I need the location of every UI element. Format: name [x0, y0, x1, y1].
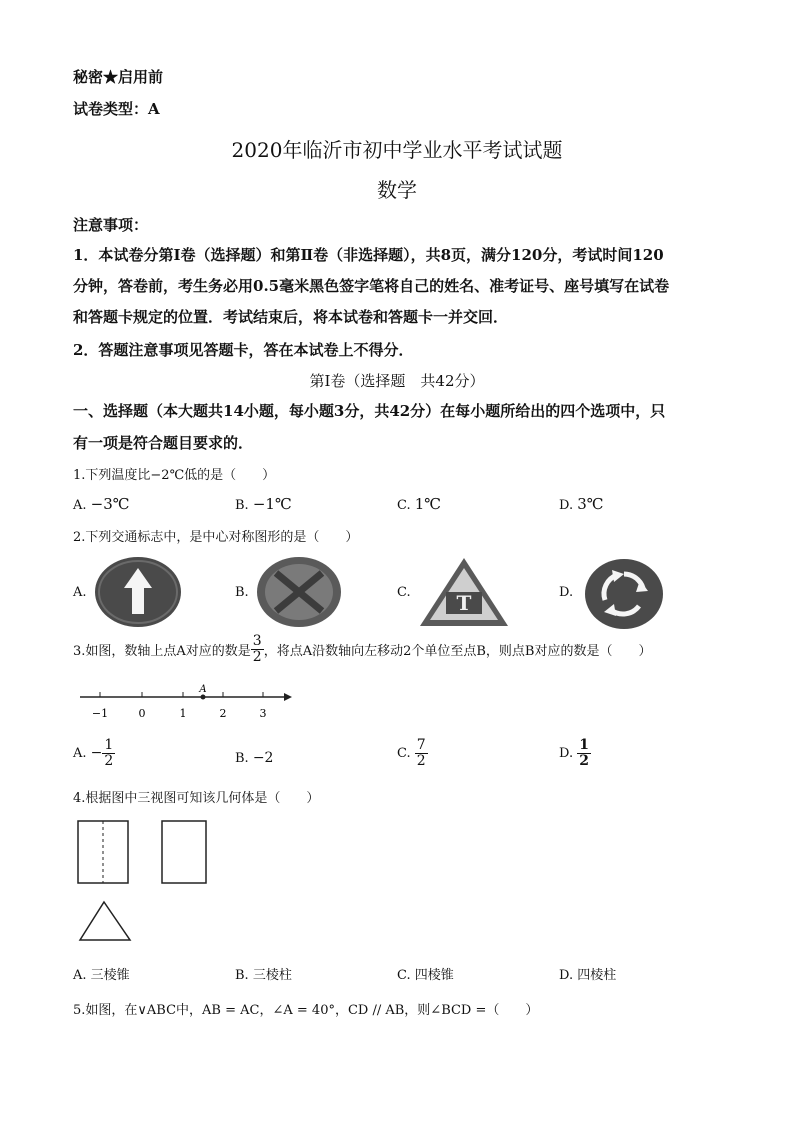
- notes-item2: 2．答题注意事项见答题卡，答在本试卷上不得分．: [73, 341, 414, 359]
- axis-label-1: 1: [179, 707, 187, 720]
- top-view: [80, 902, 130, 940]
- secret-label: 秘密★启用前: [73, 68, 164, 86]
- exam-subject: 数学: [377, 178, 417, 202]
- axis-label-0: 0: [138, 707, 146, 720]
- axis-label-3: 3: [259, 707, 267, 720]
- q2-option-a-letter: A.: [73, 585, 87, 600]
- sign-a-arrow-icon[interactable]: [94, 556, 182, 628]
- q3-option-d[interactable]: D. $\frac{1}{2}$: [559, 737, 589, 769]
- q1-option-c[interactable]: C. 1℃: [397, 495, 442, 513]
- three-views-figure: [76, 818, 216, 948]
- notes-heading: 注意事项：: [73, 216, 149, 234]
- q3-stem: 3.如图，数轴上点A对应的数是 $\frac{3}{2}$ ，将点A沿数轴向左移动2个单位至点B，则点B对应的数是（ ）: [73, 633, 652, 665]
- point-a-marker: [201, 695, 206, 700]
- q4-stem: 4.根据图中三视图可知该几何体是（ ）: [73, 791, 320, 806]
- q2-stem: 2.下列交通标志中，是中心对称图形的是（ ）: [73, 530, 359, 545]
- q1-option-a[interactable]: A. −3℃: [73, 495, 130, 513]
- q4-option-a[interactable]: A. 三棱锥: [73, 968, 130, 983]
- q2-option-b-letter: B.: [235, 585, 249, 600]
- number-line-figure: [78, 683, 298, 723]
- q2-option-d-letter: D.: [559, 585, 574, 600]
- axis-label-neg1: −1: [91, 707, 109, 720]
- q4-option-b[interactable]: B. 三棱柱: [235, 968, 292, 983]
- q3-stem-fraction: $\frac{3}{2}$: [252, 633, 262, 665]
- sign-c-letter: T: [456, 591, 472, 615]
- point-a-label: A: [199, 684, 207, 695]
- q1-option-d[interactable]: D. 3℃: [559, 495, 604, 513]
- q4-option-c[interactable]: C. 四棱锥: [397, 968, 454, 983]
- q2-option-c-letter: C.: [397, 585, 411, 600]
- side-view: [162, 821, 206, 883]
- sign-b-no-stopping-icon[interactable]: [256, 556, 342, 628]
- q1-option-b[interactable]: B. −1℃: [235, 495, 292, 513]
- notes-item1-line1: 1．本试卷分第Ⅰ卷（选择题）和第Ⅱ卷（非选择题），共8页，满分120分，考试时间120: [73, 246, 664, 264]
- q3-option-c[interactable]: C. $\frac{7}{2}$: [397, 737, 426, 769]
- section-intro-line2: 有一项是符合题目要求的．: [73, 434, 254, 452]
- q3-option-a[interactable]: A. − $\frac{1}{2}$: [73, 737, 114, 769]
- axis-label-2: 2: [219, 707, 227, 720]
- exam-title: 2020年临沂市初中学业水平考试试题: [231, 138, 563, 162]
- sign-d-roundabout-icon[interactable]: [584, 558, 664, 630]
- notes-item1-line2: 分钟，答卷前，考生务必用0.5毫米黑色签字笔将自己的姓名、准考证号、座号填写在试卷: [73, 277, 670, 295]
- notes-item1-line3: 和答题卡规定的位置．考试结束后，将本试卷和答题卡一并交回．: [73, 308, 509, 326]
- sign-c-t-junction-icon[interactable]: [418, 556, 510, 628]
- paper-type-label: 试卷类型：A: [73, 100, 160, 118]
- section-title: 第Ⅰ卷（选择题 共42分）: [309, 372, 485, 390]
- q1-stem: 1.下列温度比−2℃低的是（ ）: [73, 468, 276, 483]
- section-intro-line1: 一、选择题（本大题共14小题，每小题3分，共42分）在每小题所给出的四个选项中，只: [73, 402, 666, 420]
- q4-option-d[interactable]: D. 四棱柱: [559, 968, 617, 983]
- q5-stem: 5.如图，在∨ABC中，AB = AC，∠A = 40°，CD // AB，则∠BCD =（ ）: [73, 1003, 539, 1018]
- q3-option-b[interactable]: B. −2: [235, 750, 274, 766]
